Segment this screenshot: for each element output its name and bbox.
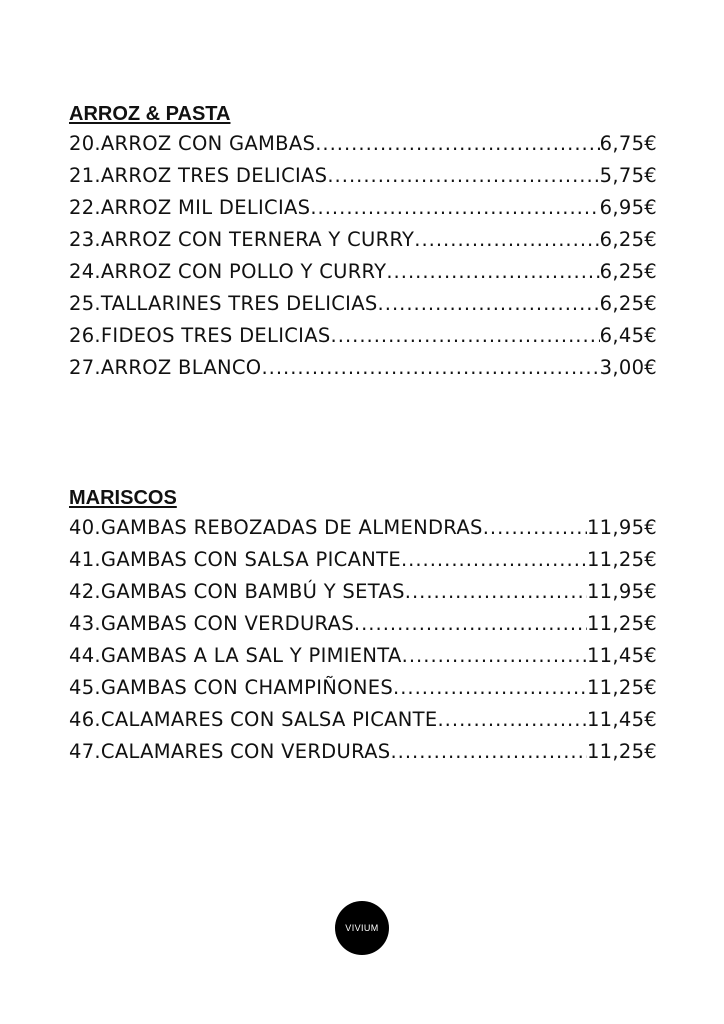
dot-leader	[393, 672, 587, 704]
item-name: 26.FIDEOS TRES DELICIAS	[69, 324, 331, 347]
item-price: 11,25€	[586, 740, 657, 763]
menu-item	[69, 736, 657, 768]
dot-leader	[378, 288, 600, 320]
dot-leader	[483, 512, 587, 544]
menu-item	[69, 576, 657, 608]
item-price: 11,45€	[586, 644, 657, 667]
menu-section-mariscos	[69, 484, 657, 768]
dot-leader	[437, 704, 586, 736]
dot-leader	[401, 544, 587, 576]
item-price: 3,00€	[599, 356, 657, 379]
dot-leader	[315, 128, 599, 160]
item-name: 43.GAMBAS CON VERDURAS	[69, 612, 354, 635]
item-name: 42.GAMBAS CON BAMBÚ Y SETAS	[69, 580, 405, 603]
item-price: 6,25€	[599, 260, 657, 283]
menu-item	[69, 640, 657, 672]
item-price: 5,75€	[599, 164, 657, 187]
dot-leader	[261, 352, 599, 384]
menu-item	[69, 352, 657, 384]
menu-item	[69, 160, 657, 192]
dot-leader	[310, 192, 599, 224]
dot-leader	[331, 320, 600, 352]
menu-item	[69, 672, 657, 704]
dot-leader	[405, 576, 587, 608]
item-name: 40.GAMBAS REBOZADAS DE ALMENDRAS	[69, 516, 483, 539]
item-price: 11,95€	[586, 580, 657, 603]
item-name: 41.GAMBAS CON SALSA PICANTE	[69, 548, 401, 571]
item-name: 20.ARROZ CON GAMBAS	[69, 132, 316, 155]
item-price: 11,25€	[586, 676, 657, 699]
section-title: MARISCOS	[69, 487, 177, 509]
item-name: 25.TALLARINES TRES DELICIAS	[69, 292, 378, 315]
item-name: 46.CALAMARES CON SALSA PICANTE	[69, 708, 438, 731]
dot-leader	[390, 736, 587, 768]
menu-item	[69, 320, 657, 352]
menu-item	[69, 288, 657, 320]
section-title: ARROZ & PASTA	[69, 103, 231, 125]
item-price: 6,45€	[599, 324, 657, 347]
menu-item	[69, 544, 657, 576]
item-name: 23.ARROZ CON TERNERA Y CURRY	[69, 228, 415, 251]
item-price: 6,25€	[599, 228, 657, 251]
dot-leader	[402, 640, 587, 672]
menu-item	[69, 192, 657, 224]
menu-item	[69, 704, 657, 736]
dot-leader	[354, 608, 587, 640]
dot-leader	[327, 160, 599, 192]
item-price: 6,25€	[599, 292, 657, 315]
item-name: 47.CALAMARES CON VERDURAS	[69, 740, 391, 763]
menu-section-arroz-pasta	[69, 100, 657, 384]
item-price: 11,25€	[586, 612, 657, 635]
item-name: 27.ARROZ BLANCO	[69, 356, 262, 379]
vivium-logo	[335, 901, 389, 955]
item-price: 6,95€	[599, 196, 657, 219]
menu-item	[69, 256, 657, 288]
item-name: 22.ARROZ MIL DELICIAS	[69, 196, 311, 219]
item-price: 11,95€	[586, 516, 657, 539]
item-name: 24.ARROZ CON POLLO Y CURRY	[69, 260, 387, 283]
dot-leader	[414, 224, 599, 256]
logo-text: VIVIUM	[345, 923, 379, 933]
item-price: 6,75€	[599, 132, 657, 155]
menu-item	[69, 224, 657, 256]
dot-leader	[386, 256, 599, 288]
menu-item	[69, 512, 657, 544]
menu-item	[69, 128, 657, 160]
item-price: 11,45€	[586, 708, 657, 731]
item-name: 45.GAMBAS CON CHAMPIÑONES	[69, 676, 394, 699]
menu-item	[69, 608, 657, 640]
item-name: 21.ARROZ TRES DELICIAS	[69, 164, 328, 187]
item-name: 44.GAMBAS A LA SAL Y PIMIENTA	[69, 644, 402, 667]
item-price: 11,25€	[586, 548, 657, 571]
